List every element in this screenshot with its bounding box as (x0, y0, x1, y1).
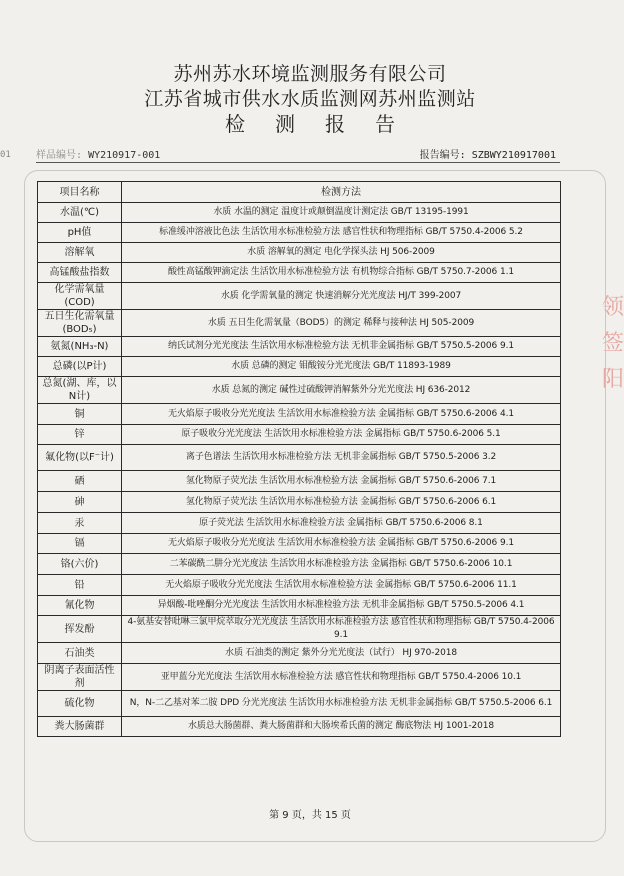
item-name-cell: 砷 (38, 492, 122, 513)
item-name-cell: 粪大肠菌群 (38, 717, 122, 737)
report-title-block (0, 62, 620, 137)
item-name-cell: 汞 (38, 513, 122, 534)
table-row (38, 534, 561, 554)
table-row (38, 492, 561, 513)
test-method-cell: 氢化物原子荧光法 生活饮用水标准检验方法 金属指标 GB/T 5750.6-2006 6.1 (122, 492, 561, 513)
table-row (38, 283, 561, 310)
test-method-cell: 无火焰原子吸收分光光度法 生活饮用水标准检验方法 金属指标 GB/T 5750.6-2006 9.1 (122, 534, 561, 554)
table-row (38, 691, 561, 717)
item-name-cell: 硒 (38, 471, 122, 492)
report-number-value: SZBWY210917001 (471, 150, 556, 161)
table-row (38, 310, 561, 337)
table-row (38, 471, 561, 492)
item-name-cell: 五日生化需氧量(BOD₅) (38, 310, 122, 337)
test-method-cell: 酸性高锰酸钾滴定法 生活饮用水标准检验方法 有机物综合指标 GB/T 5750.7-2006 1.1 (122, 263, 561, 283)
test-methods-table (37, 181, 561, 737)
table-header-row (38, 182, 561, 203)
test-method-cell: 离子色谱法 生活饮用水标准检验方法 无机非金属指标 GB/T 5750.5-2006 3.2 (122, 445, 561, 471)
test-method-cell: 无火焰原子吸收分光光度法 生活饮用水标准检验方法 金属指标 GB/T 5750.6-2006 4.1 (122, 404, 561, 425)
stamp-char: 阳 (602, 367, 624, 392)
station-name: 江苏省城市供水水质监测网苏州监测站 (144, 88, 476, 110)
test-method-cell: 无火焰原子吸收分光光度法 生活饮用水标准检验方法 金属指标 GB/T 5750.6-2006 11.1 (122, 575, 561, 596)
test-method-cell: 水质总大肠菌群、粪大肠菌群和大肠埃希氏菌的测定 酶底物法 HJ 1001-2018 (122, 717, 561, 737)
stamp-char: 签 (602, 331, 624, 356)
left-margin-mark: 01 (0, 150, 11, 160)
item-name-cell: 锌 (38, 425, 122, 445)
test-method-cell: 氢化物原子荧光法 生活饮用水标准检验方法 金属指标 GB/T 5750.6-2006 7.1 (122, 471, 561, 492)
item-name-cell: 硫化物 (38, 691, 122, 717)
table-row (38, 575, 561, 596)
test-method-cell: 异烟酸-吡唑酮分光光度法 生活饮用水标准检验方法 无机非金属指标 GB/T 5750.5-2006 4.1 (122, 596, 561, 616)
table-row (38, 616, 561, 643)
item-name-cell: 总氮(湖、库，以N计) (38, 377, 122, 404)
sample-number-label: 样品编号: (36, 150, 83, 161)
item-name-cell: 溶解氧 (38, 243, 122, 263)
test-method-cell: 水质 总磷的测定 钼酸铵分光光度法 GB/T 11893-1989 (122, 357, 561, 377)
item-name-cell: 阴离子表面活性剂 (38, 664, 122, 691)
header-divider (36, 162, 560, 163)
table-row (38, 554, 561, 575)
page-number: 第 9 页，共 15 页 (269, 810, 351, 821)
sample-number (36, 146, 160, 161)
table-row (38, 377, 561, 404)
test-method-cell: 4-氨基安替吡啉三氯甲烷萃取分光光度法 生活饮用水标准检验方法 感官性状和物理指标 GB/T 5750.4-2006 9.1 (122, 616, 561, 643)
red-stamp-fragment (602, 290, 624, 430)
test-method-cell: 标准缓冲溶液比色法 生活饮用水标准检验方法 感官性状和物理指标 GB/T 5750.4-2006 5.2 (122, 223, 561, 243)
test-method-cell: 二苯碳酰二肼分光光度法 生活饮用水标准检验方法 金属指标 GB/T 5750.6-2006 10.1 (122, 554, 561, 575)
test-method-cell: N，N-二乙基对苯二胺 DPD 分光光度法 生活饮用水标准检验方法 无机非金属指标 GB/T 5750.5-2006 6.1 (122, 691, 561, 717)
header-test-method: 检测方法 (122, 182, 561, 203)
table-row (38, 243, 561, 263)
company-name: 苏州苏水环境监测服务有限公司 (173, 63, 447, 85)
header-item-name: 项目名称 (38, 182, 122, 203)
table-row (38, 263, 561, 283)
item-name-cell: pH值 (38, 223, 122, 243)
test-method-cell: 原子荧光法 生活饮用水标准检验方法 金属指标 GB/T 5750.6-2006 8.1 (122, 513, 561, 534)
item-name-cell: 高锰酸盐指数 (38, 263, 122, 283)
table-row (38, 404, 561, 425)
test-method-cell: 水质 石油类的测定 紫外分光光度法（试行） HJ 970-2018 (122, 643, 561, 664)
item-name-cell: 铅 (38, 575, 122, 596)
table-row (38, 203, 561, 223)
item-name-cell: 化学需氧量(COD) (38, 283, 122, 310)
report-title: 检测报告 (225, 112, 425, 136)
item-name-cell: 铜 (38, 404, 122, 425)
table-row (38, 596, 561, 616)
test-method-cell: 水质 五日生化需氧量（BOD5）的测定 稀释与接种法 HJ 505-2009 (122, 310, 561, 337)
sample-number-value: WY210917-001 (88, 150, 161, 161)
item-name-cell: 镉 (38, 534, 122, 554)
item-name-cell: 挥发酚 (38, 616, 122, 643)
table-row (38, 357, 561, 377)
test-method-cell: 水质 水温的测定 温度计或颠倒温度计测定法 GB/T 13195-1991 (122, 203, 561, 223)
stamp-char: 领 (602, 295, 624, 320)
test-method-cell: 原子吸收分光光度法 生活饮用水标准检验方法 金属指标 GB/T 5750.6-2006 5.1 (122, 425, 561, 445)
table-row (38, 717, 561, 737)
table-row (38, 664, 561, 691)
item-name-cell: 铬(六价) (38, 554, 122, 575)
item-name-cell: 石油类 (38, 643, 122, 664)
item-name-cell: 氨氮(NH₃-N) (38, 337, 122, 357)
report-number (420, 146, 556, 161)
item-name-cell: 水温(℃) (38, 203, 122, 223)
item-name-cell: 氟化物(以F⁻计) (38, 445, 122, 471)
table-row (38, 643, 561, 664)
test-method-cell: 水质 总氮的测定 碱性过硫酸钾消解紫外分光光度法 HJ 636-2012 (122, 377, 561, 404)
item-name-cell: 氰化物 (38, 596, 122, 616)
table-row (38, 223, 561, 243)
item-name-cell: 总磷(以P计) (38, 357, 122, 377)
test-method-cell: 水质 化学需氧量的测定 快速消解分光光度法 HJ/T 399-2007 (122, 283, 561, 310)
table-row (38, 445, 561, 471)
test-method-cell: 水质 溶解氧的测定 电化学探头法 HJ 506-2009 (122, 243, 561, 263)
report-number-label: 报告编号: (419, 150, 466, 161)
test-method-cell: 亚甲蓝分光光度法 生活饮用水标准检验方法 感官性状和物理指标 GB/T 5750.4-2006 10.1 (122, 664, 561, 691)
table-row (38, 337, 561, 357)
test-method-cell: 纳氏试剂分光光度法 生活饮用水标准检验方法 无机非金属指标 GB/T 5750.5-2006 9.1 (122, 337, 561, 357)
table-row (38, 513, 561, 534)
table-row (38, 425, 561, 445)
